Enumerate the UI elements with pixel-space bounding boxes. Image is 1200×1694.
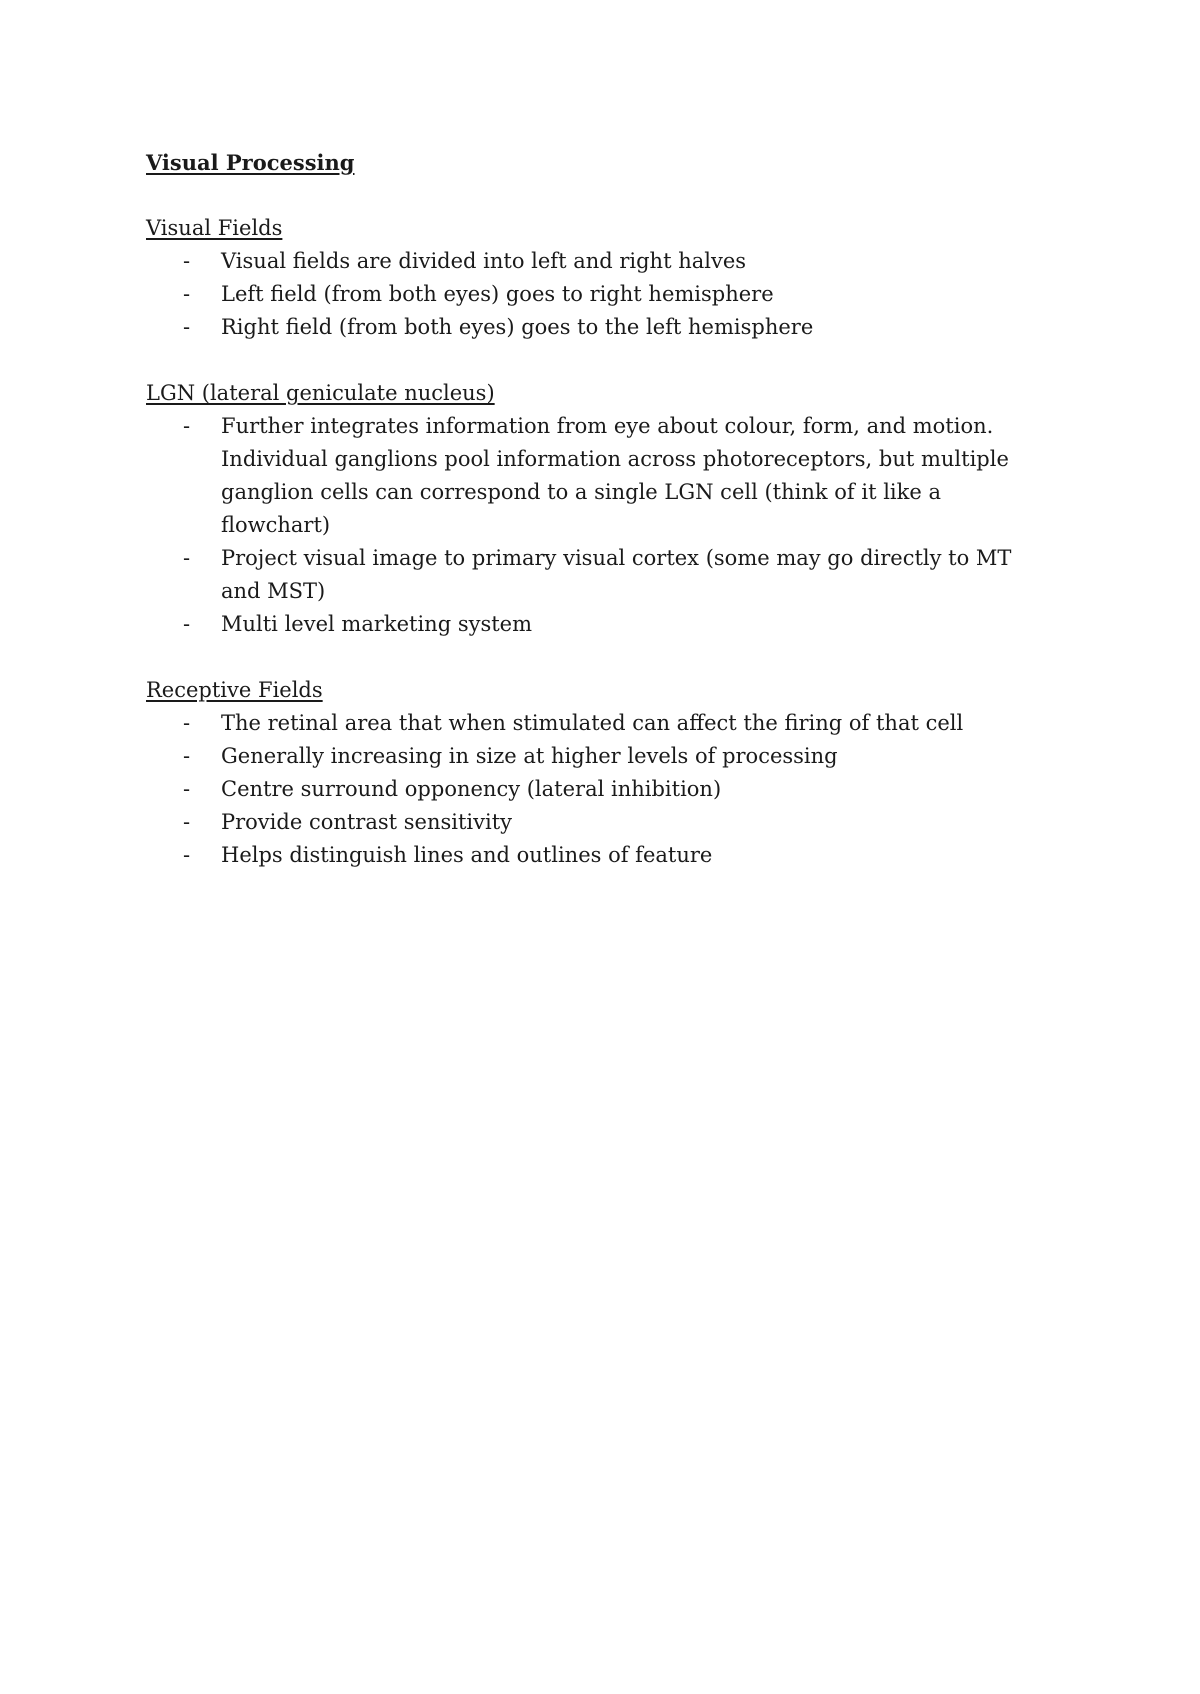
list-item	[146, 278, 1046, 311]
list-item-text: Generally increasing in size at higher levels of processing	[221, 744, 838, 768]
list-item	[146, 311, 1046, 344]
list-item	[146, 245, 1046, 278]
page-title: Visual Processing	[146, 150, 355, 175]
section-heading: LGN (lateral geniculate nucleus)	[146, 381, 495, 405]
list-item-text: Left field (from both eyes) goes to right hemisphere	[221, 282, 774, 306]
list-item-text: Project visual image to primary visual cortex (some may go directly to MT and MST)	[221, 546, 1012, 603]
section-heading: Receptive Fields	[146, 678, 323, 702]
dash-bullet: -	[183, 546, 191, 570]
list-item-text: Centre surround opponency (lateral inhibition)	[221, 777, 722, 801]
list-item	[146, 608, 1046, 641]
list-item	[146, 410, 1046, 542]
list-item	[146, 740, 1046, 773]
list-item	[146, 707, 1046, 740]
dash-bullet: -	[183, 843, 191, 867]
dash-bullet: -	[183, 777, 191, 801]
bullet-list	[146, 410, 1046, 641]
list-item	[146, 806, 1046, 839]
dash-bullet: -	[183, 744, 191, 768]
document-body	[146, 146, 1046, 905]
list-item-text: Further integrates information from eye about colour, form, and motion. Individual ganglions pool information across photoreceptors, but multiple ganglion cells can correspond to a single LGN cell (think of it like a flowchart)	[221, 414, 1009, 537]
section-receptive-fields	[146, 674, 1046, 872]
dash-bullet: -	[183, 810, 191, 834]
dash-bullet: -	[183, 612, 191, 636]
dash-bullet: -	[183, 249, 191, 273]
dash-bullet: -	[183, 282, 191, 306]
dash-bullet: -	[183, 414, 191, 438]
dash-bullet: -	[183, 711, 191, 735]
dash-bullet: -	[183, 315, 191, 339]
list-item-text: Visual fields are divided into left and right halves	[221, 249, 747, 273]
list-item-text: Right field (from both eyes) goes to the left hemisphere	[221, 315, 814, 339]
section-visual-fields	[146, 212, 1046, 344]
list-item	[146, 839, 1046, 872]
section-lgn	[146, 377, 1046, 641]
list-item-text: The retinal area that when stimulated can affect the firing of that cell	[221, 711, 964, 735]
list-item	[146, 773, 1046, 806]
bullet-list	[146, 707, 1046, 872]
list-item-text: Provide contrast sensitivity	[221, 810, 513, 834]
bullet-list	[146, 245, 1046, 344]
list-item	[146, 542, 1046, 608]
list-item-text: Multi level marketing system	[221, 612, 533, 636]
list-item-text: Helps distinguish lines and outlines of feature	[221, 843, 713, 867]
section-heading: Visual Fields	[146, 216, 283, 240]
